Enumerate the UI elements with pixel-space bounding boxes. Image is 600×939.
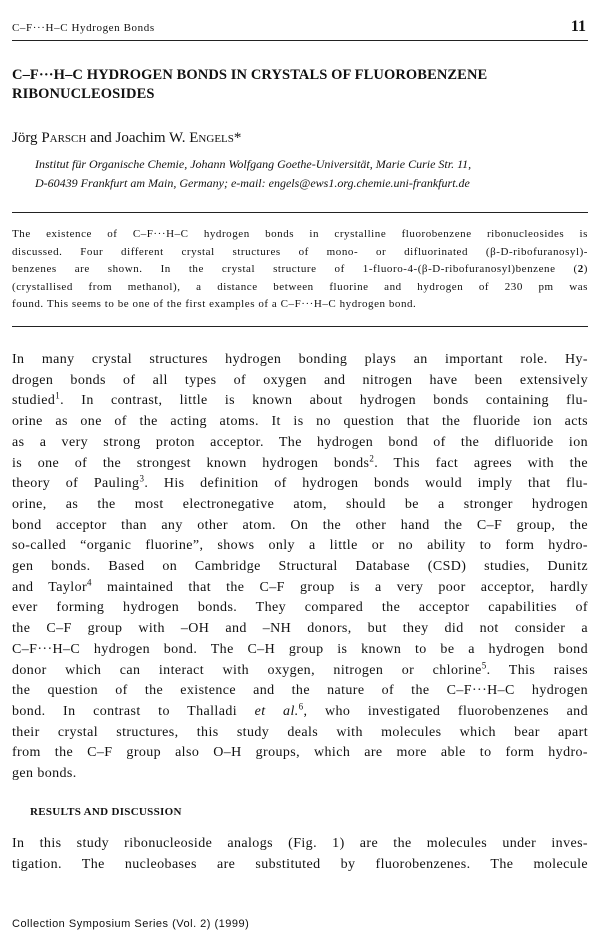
et-al: et al.	[254, 703, 299, 719]
text-line: the question of the existence and the nature of the C–F···H–C hydrogen	[12, 683, 588, 699]
text-run: . In contrast, little is known about hydrogen bonds containing flu-	[60, 393, 588, 409]
author2-first: Joachim W.	[115, 130, 190, 146]
author2-last: Engels	[189, 130, 234, 146]
text-run: . This fact agrees with the	[374, 455, 588, 471]
text-run: donor which can interact with oxygen, nitrogen or chlorine	[12, 662, 482, 678]
author-join: and	[86, 130, 116, 146]
abstract-top-rule	[12, 212, 588, 213]
article-title	[12, 66, 588, 104]
text-run: . This raises	[486, 662, 588, 678]
text-line: In many crystal structures hydrogen bonding plays an important role. Hy-	[12, 352, 588, 367]
running-head	[12, 18, 588, 40]
page-number: 11	[570, 18, 586, 35]
text-line	[12, 578, 588, 599]
text-run: . His definition of hydrogen bonds would imply that flu-	[144, 476, 588, 492]
abstract-text: )	[583, 263, 588, 275]
abstract-line	[12, 261, 588, 279]
text-line: the C–F group with –OH and –NH donors, but they did not consider a	[12, 621, 588, 637]
abstract-bottom-rule	[12, 326, 588, 327]
header-rule	[12, 40, 588, 41]
section-heading: RESULTS AND DISCUSSION	[30, 806, 182, 818]
text-line: gen bonds. Based on Cambridge Structural Database (CSD) studies, Dunitz	[12, 559, 588, 575]
corresponding-author-mark: *	[233, 130, 242, 146]
text-line: drogen bonds of all types of oxygen and nitrogen have been extensively	[12, 372, 588, 388]
title-line-1: C–F···H–C HYDROGEN BONDS IN CRYSTALS OF FLUOROBENZENE	[12, 67, 488, 83]
text-line	[12, 702, 588, 723]
text-run: bond. In contrast to Thalladi	[12, 703, 255, 719]
abstract-line: found. This seems to be one of the first examples of a C–F···H–C hydrogen bond.	[12, 298, 417, 310]
text-run: theory of Pauling	[12, 476, 140, 492]
abstract-line: (crystallised from methanol), a distance between fluorine and hydrogen of 230 pm was	[12, 280, 588, 293]
text-line	[12, 391, 588, 412]
text-line	[12, 454, 588, 475]
reference-marker: 6	[298, 701, 304, 712]
reference-marker: 1	[55, 390, 61, 401]
text-run: , who investigated fluorobenzenes and	[303, 703, 588, 719]
text-line: their crystal structures, this study deals with molecules which bear apart	[12, 724, 588, 740]
text-line: so-called “organic fluorine”, shows only a little or no ability to form hydro-	[12, 538, 588, 554]
text-line: as a very strong proton acceptor. The hydrogen bond of the difluoride ion	[12, 434, 588, 450]
abstract-text: benzenes are shown. In the crystal structure of 1-fluoro-4-(β-D-ribofuranosyl)benzene (	[12, 263, 578, 275]
text-line	[12, 474, 588, 495]
text-line: orine, as the most electronegative atom, should be a stronger hydrogen	[12, 496, 588, 512]
running-title: C–F···H–C Hydrogen Bonds	[12, 22, 155, 34]
affiliation	[35, 155, 590, 192]
reference-marker: 5	[481, 659, 487, 670]
text-line: tigation. The nucleobases are substituted by fluorobenzenes. The molecule	[12, 856, 588, 872]
text-run: maintained that the C–F group is a very poor acceptor, hardly	[91, 579, 588, 595]
text-run: and Taylor	[12, 579, 88, 595]
text-line: C–F···H–C hydrogen bond. The C–H group is known to be a hydrogen bond	[12, 641, 588, 657]
text-line: bond acceptor than any other atom. On the other hand the C–F group, the	[12, 517, 588, 533]
author1-first: Jörg	[12, 130, 42, 146]
author1-last: Parsch	[41, 130, 87, 146]
page-footer: Collection Symposium Series (Vol. 2) (1999)	[12, 918, 250, 930]
abstract-line: discussed. Four different crystal structures of mono- or difluorinated (β-D-ribofuranosyl)-	[12, 245, 588, 258]
text-line: In this study ribonucleoside analogs (Fig. 1) are the molecules under inves-	[12, 836, 588, 851]
compound-number: 2	[577, 263, 584, 275]
text-line: from the C–F group also O–H groups, which are more able to form hydro-	[12, 745, 588, 761]
reference-marker: 4	[87, 577, 92, 588]
results-paragraph	[12, 834, 588, 875]
text-line	[12, 661, 588, 682]
introduction-paragraph	[12, 350, 588, 785]
author-list	[12, 130, 241, 147]
title-line-2: RIBONUCLEOSIDES	[12, 86, 155, 102]
text-line: orine as one of the acting atoms. It is no question that the fluoride ion acts	[12, 414, 588, 430]
text-line: gen bonds.	[12, 766, 77, 782]
reference-marker: 2	[369, 452, 375, 463]
abstract	[12, 226, 588, 314]
reference-marker: 3	[139, 473, 145, 484]
text-run: studied	[12, 393, 56, 409]
affiliation-line-2: D-60439 Frankfurt am Main, Germany; e-mail: engels@ews1.org.chemie.uni-frankfurt.de	[35, 175, 470, 190]
abstract-line: The existence of C–F···H–C hydrogen bonds in crystalline fluorobenzene ribonucleosides is	[12, 228, 588, 240]
text-run: is one of the strongest known hydrogen bonds	[12, 455, 370, 471]
text-line: ever forming hydrogen bonds. They compared the acceptor capabilities of	[12, 600, 588, 616]
affiliation-line-1: Institut für Organische Chemie, Johann Wolfgang Goethe-Universität, Marie Curie Str. 11,	[35, 157, 472, 171]
